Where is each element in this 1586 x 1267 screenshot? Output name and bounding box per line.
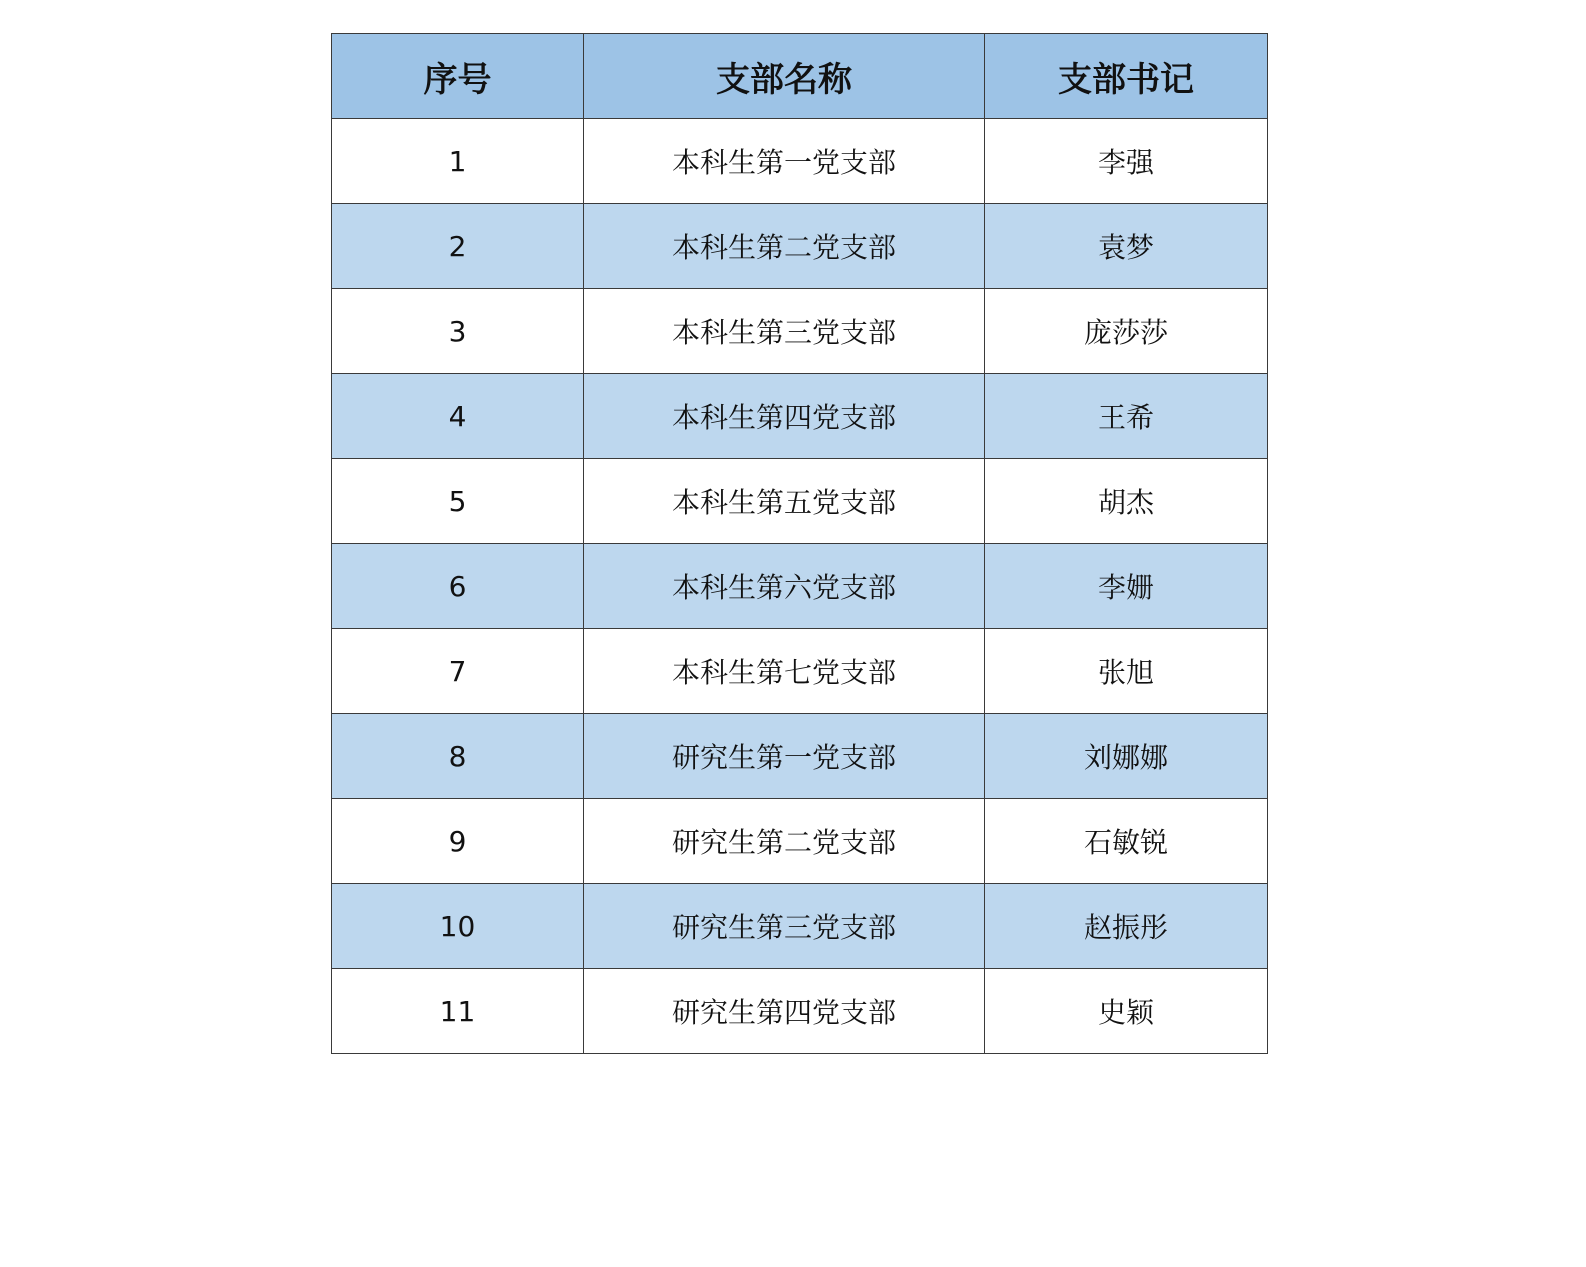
- cell-index: 4: [332, 374, 584, 459]
- cell-branch-name: 研究生第二党支部: [584, 799, 985, 884]
- header-index: 序号: [332, 34, 584, 119]
- cell-secretary: 庞莎莎: [985, 289, 1268, 374]
- table-row: [332, 374, 1268, 459]
- cell-branch-name: 研究生第一党支部: [584, 714, 985, 799]
- cell-branch-name: 本科生第五党支部: [584, 459, 985, 544]
- branch-table-container: [331, 33, 1268, 1054]
- cell-secretary: 王希: [985, 374, 1268, 459]
- cell-secretary: 李姗: [985, 544, 1268, 629]
- cell-index: 9: [332, 799, 584, 884]
- cell-branch-name: 本科生第三党支部: [584, 289, 985, 374]
- table-row: [332, 119, 1268, 204]
- cell-index: 11: [332, 969, 584, 1054]
- table-row: [332, 459, 1268, 544]
- cell-index: 10: [332, 884, 584, 969]
- table-header-row: [332, 34, 1268, 119]
- cell-secretary: 史颖: [985, 969, 1268, 1054]
- header-branch-name: 支部名称: [584, 34, 985, 119]
- cell-secretary: 刘娜娜: [985, 714, 1268, 799]
- cell-index: 3: [332, 289, 584, 374]
- table-row: [332, 544, 1268, 629]
- cell-branch-name: 本科生第四党支部: [584, 374, 985, 459]
- table-row: [332, 714, 1268, 799]
- table-row: [332, 204, 1268, 289]
- cell-index: 7: [332, 629, 584, 714]
- cell-branch-name: 研究生第四党支部: [584, 969, 985, 1054]
- cell-branch-name: 本科生第六党支部: [584, 544, 985, 629]
- cell-secretary: 张旭: [985, 629, 1268, 714]
- cell-index: 5: [332, 459, 584, 544]
- cell-branch-name: 本科生第一党支部: [584, 119, 985, 204]
- cell-secretary: 李强: [985, 119, 1268, 204]
- cell-secretary: 胡杰: [985, 459, 1268, 544]
- cell-index: 8: [332, 714, 584, 799]
- table-row: [332, 629, 1268, 714]
- cell-secretary: 石敏锐: [985, 799, 1268, 884]
- branch-secretary-table: [331, 33, 1268, 1054]
- cell-branch-name: 研究生第三党支部: [584, 884, 985, 969]
- cell-branch-name: 本科生第二党支部: [584, 204, 985, 289]
- cell-secretary: 赵振彤: [985, 884, 1268, 969]
- cell-secretary: 袁梦: [985, 204, 1268, 289]
- cell-index: 6: [332, 544, 584, 629]
- table-row: [332, 884, 1268, 969]
- table-row: [332, 289, 1268, 374]
- table-row: [332, 969, 1268, 1054]
- cell-index: 1: [332, 119, 584, 204]
- table-row: [332, 799, 1268, 884]
- header-secretary: 支部书记: [985, 34, 1268, 119]
- cell-branch-name: 本科生第七党支部: [584, 629, 985, 714]
- cell-index: 2: [332, 204, 584, 289]
